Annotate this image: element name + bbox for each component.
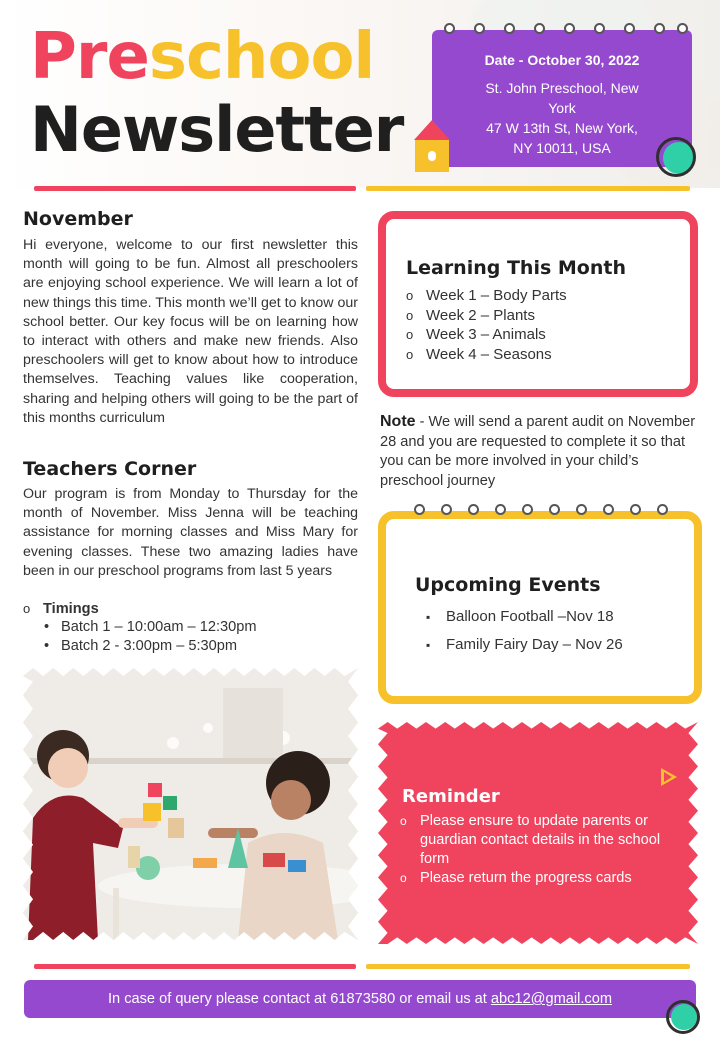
circle-outline-icon [666,1000,700,1034]
email-link[interactable]: abc12@gmail.com [490,991,612,1007]
binder-ring-icon [576,504,587,515]
binder-ring-icon [495,504,506,515]
list-item: o Week 1 – Body Parts [406,286,567,306]
learning-card [378,211,698,397]
list-item [44,618,257,637]
binder-ring-icon [677,23,688,34]
address-line: St. John Preschool, New [485,80,639,96]
binder-ring-icon [630,504,641,515]
binder-ring-icon [534,23,545,34]
children-playing-illustration [23,668,358,940]
date-card [432,30,692,167]
binder-ring-icon [624,23,635,34]
batch-list [44,618,257,656]
note-label: Note [380,413,416,430]
binder-ring-icon [657,504,668,515]
house-icon-roof [414,120,450,140]
teachers-body: Our program is from Monday to Thursday for the month of November. Miss Jenna will be teaching assistance for morning classes and Miss Mary for evening classes. These two amazing ladies have been in our preschool programs from last 5 years [23,486,358,579]
binder-ring-icon [594,23,605,34]
page-title-line2: Newsletter [30,93,404,166]
november-body: Hi everyone, welcome to our first newsletter this month will going to be fun. Almost all preschoolers are enjoying school experience. We will learn a lot of new things this time. This month we’ll get to know our school better. Our key focus will be on learning how to interact with others and make new friends. Also preschoolers will get to know about how to introduce themselves. Teaching values like cooperation, sharing and helping others will going to be the part of this months curriculum [23,237,358,426]
events-heading: Upcoming Events [415,574,601,596]
bullet-icon: • [44,619,50,635]
events-card [378,511,702,704]
reminder-list [400,812,685,888]
address-line: York [548,100,576,116]
binder-ring-icon [444,23,455,34]
circle-bullet-icon: o [23,601,31,616]
weeks-list [406,286,567,364]
note-text [380,412,700,491]
list-item: o Week 3 – Animals [406,325,567,345]
divider-yellow [366,964,690,969]
binder-ring-icon [414,504,425,515]
binder-ring-icon [522,504,533,515]
list-item: o Please ensure to update parents or guardian contact details in the school form [400,812,685,869]
november-heading: November [23,208,133,230]
batch-text: Batch 1 – 10:00am – 12:30pm [61,619,257,635]
date-label: Date - October 30, 2022 [484,52,640,68]
title-rest: school [148,20,375,94]
note-body: - We will send a parent audit on November 28 and you are requested to complete it so that you can be more involved in your child’s preschool journey [380,414,696,489]
reminder-heading: Reminder [402,786,500,807]
binder-ring-icon [549,504,560,515]
divider-red [34,964,356,969]
list-item: o Week 4 – Seasons [406,345,567,365]
address [462,78,662,158]
footer-text: In case of query please contact at 61873580 or email us at [107,991,491,1007]
binder-ring-icon [603,504,614,515]
teachers-heading: Teachers Corner [23,458,197,480]
binder-ring-icon [441,504,452,515]
divider-yellow [366,186,690,191]
title-pre: Pre [30,20,149,94]
binder-ring-icon [654,23,665,34]
address-line: 47 W 13th St, New York, [486,120,638,136]
divider-red [34,186,356,191]
binder-ring-icon [564,23,575,34]
timings-label-row [23,599,99,619]
play-icon-inner [664,772,672,782]
binder-ring-icon [504,23,515,34]
classroom-photo [23,668,358,940]
list-item: o Week 2 – Plants [406,306,567,326]
list-item: o Please return the progress cards [400,869,685,888]
list-item [44,637,257,656]
list-item: ▪ Balloon Football –Nov 18 [426,603,623,631]
address-line: NY 10011, USA [513,140,611,156]
house-window [428,151,436,161]
bullet-icon: • [44,638,50,654]
batch-text: Batch 2 - 3:00pm – 5:30pm [61,638,238,654]
binder-ring-icon [468,504,479,515]
list-item: ▪ Family Fairy Day – Nov 26 [426,631,623,659]
page-title [30,20,374,94]
contact-footer [24,980,696,1018]
binder-ring-icon [474,23,485,34]
timings-label: Timings [43,601,99,617]
learning-heading: Learning This Month [406,257,626,279]
events-list [426,603,623,659]
circle-outline-icon [656,137,696,177]
